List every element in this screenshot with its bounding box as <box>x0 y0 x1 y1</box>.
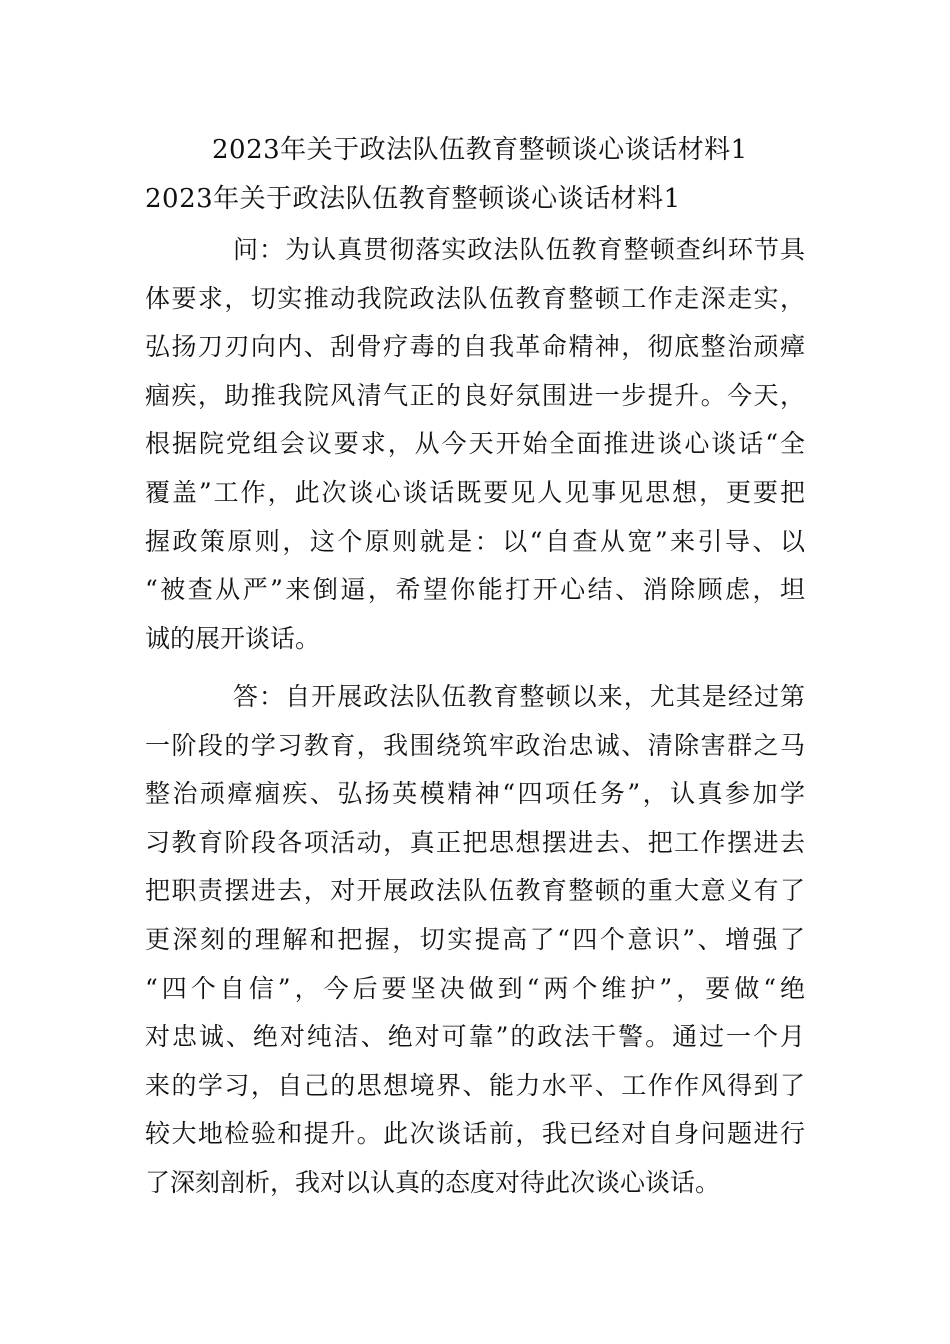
paragraph-line: 答：自开展政法队伍教育整顿以来，尤其是经过第 <box>233 682 805 711</box>
paragraph-line: 一阶段的学习教育，我围绕筑牢政治忠诚、清除害群之马 <box>145 730 805 760</box>
paragraph-line: 弘扬刀刃向内、刮骨疗毒的自我革命精神，彻底整治顽瘴 <box>145 332 805 362</box>
answer-paragraph <box>145 673 805 1208</box>
paragraph-line: 了深刻剖析，我对以认真的态度对待此次谈心谈话。 <box>145 1167 721 1197</box>
question-paragraph <box>145 226 805 663</box>
paragraph-line: 体要求，切实推动我院政法队伍教育整顿工作走深走实， <box>145 283 805 313</box>
paragraph-line: 习教育阶段各项活动，真正把思想摆进去、把工作摆进去 <box>145 827 805 857</box>
paragraph-line: “四个自信”，今后要坚决做到“两个维护”，要做“绝 <box>145 973 805 1003</box>
paragraph-line: “被查从严”来倒逼，希望你能打开心结、消除顾虑，坦 <box>145 575 805 605</box>
paragraph-line: 根据院党组会议要求，从今天开始全面推进谈心谈话“全 <box>145 429 805 459</box>
paragraph-line: 较大地检验和提升。此次谈话前，我已经对自身问题进行 <box>145 1119 805 1149</box>
document-title: 2023年关于政法队伍教育整顿谈心谈话材料1 <box>212 135 748 165</box>
paragraph-line: 覆盖”工作，此次谈心谈话既要见人见事见思想，更要把 <box>145 477 805 507</box>
paragraph-line: 诚的展开谈话。 <box>145 623 321 653</box>
paragraph-line: 对忠诚、绝对纯洁、绝对可靠”的政法干警。通过一个月 <box>145 1022 805 1052</box>
paragraph-line: 握政策原则，这个原则就是：以“自查从宽”来引导、以 <box>145 526 805 556</box>
paragraph-line: 整治顽瘴痼疾、弘扬英模精神“四项任务”，认真参加学 <box>145 779 805 809</box>
paragraph-line: 更深刻的理解和把握，切实提高了“四个意识”、增强了 <box>145 924 805 954</box>
document-subtitle: 2023年关于政法队伍教育整顿谈心谈话材料1 <box>145 184 681 214</box>
paragraph-line: 来的学习，自己的思想境界、能力水平、工作作风得到了 <box>145 1070 805 1100</box>
paragraph-line: 痼疾，助推我院风清气正的良好氛围进一步提升。今天， <box>145 380 805 410</box>
paragraph-line: 把职责摆进去，对开展政法队伍教育整顿的重大意义有了 <box>145 876 805 906</box>
paragraph-line: 问：为认真贯彻落实政法队伍教育整顿查纠环节具 <box>233 235 805 264</box>
